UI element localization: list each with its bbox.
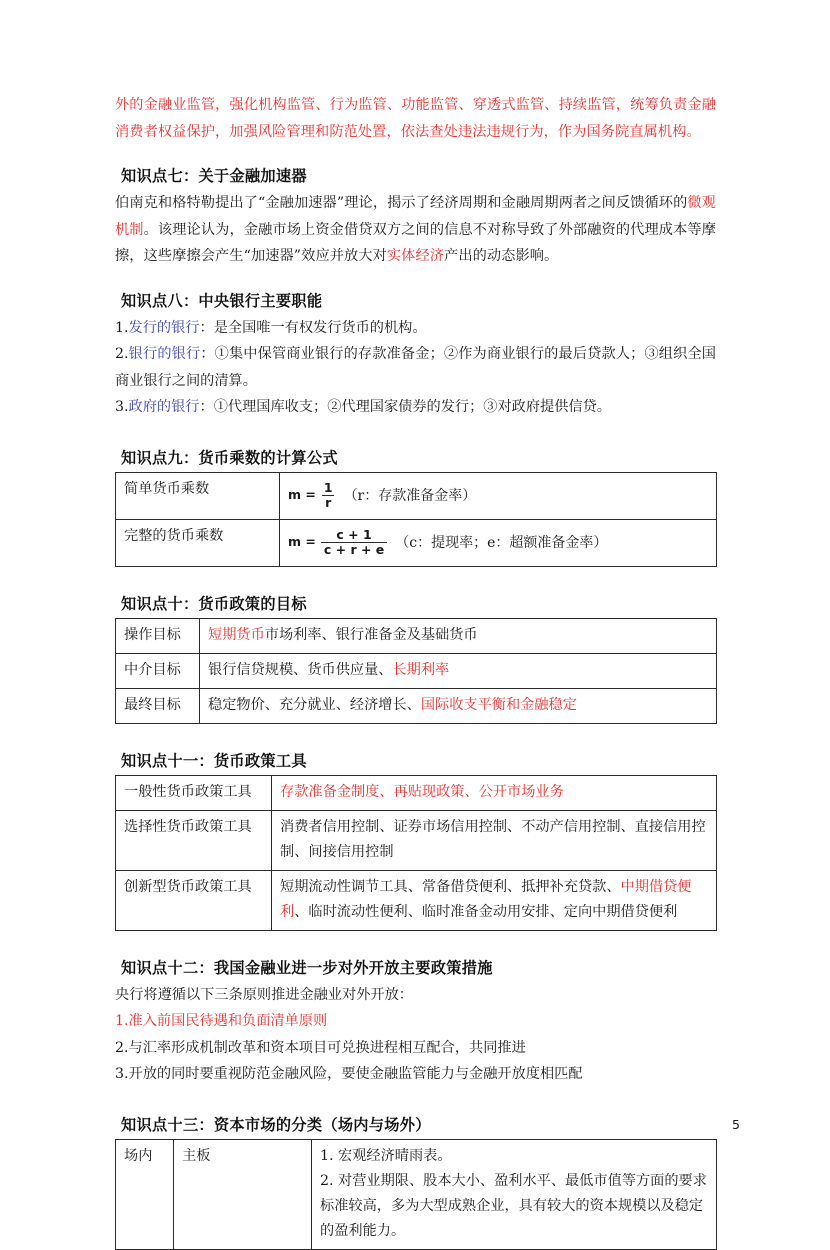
list-text: ：①集中保管商业银行的存款准备金；②作为商业银行的最后贷款人；③组织全国商业银行之间的清算。: [115, 346, 716, 389]
spacer: [115, 567, 716, 592]
list-number: 2.: [115, 346, 129, 362]
tool-text-after: 、临时流动性便利、临时准备金动用安排、定向中期借贷便利: [294, 903, 678, 920]
section-heading-11: 知识点十一：货币政策工具: [121, 751, 307, 770]
formula-full: [288, 526, 608, 557]
section-heading-13: 知识点十三：资本市场的分类（场内与场外）: [121, 1115, 431, 1134]
market-description: [312, 1139, 717, 1249]
list-term: 政府的银行: [128, 399, 200, 415]
spacer: [115, 931, 716, 956]
formula-note: （c：提现率；e：超额准备金率）: [395, 534, 608, 551]
section12-item-1: [115, 1008, 716, 1035]
goal-value-intermediate: [200, 653, 717, 688]
market-board: 主板: [174, 1139, 312, 1249]
list-text: 准入前国民待遇和负面清单原则: [128, 1013, 328, 1029]
section-heading-7: 知识点七：关于金融加速器: [121, 167, 307, 185]
section7-body: [115, 190, 716, 270]
spacer: [115, 1088, 716, 1113]
goal-highlight: 短期货币: [208, 626, 265, 643]
list-number: 1.: [115, 1013, 129, 1029]
formula-note: （r：存款准备金率）: [343, 487, 477, 504]
list-term: 银行的银行: [128, 346, 201, 362]
tool-label-selective: 选择性货币政策工具: [116, 810, 272, 870]
goal-label-intermediate: 中介目标: [116, 653, 200, 688]
intro-paragraph: 外的金融业监管，强化机构监管、行为监管、功能监管、穿透式监管、持续监管，统筹负责金融消费者权益保护，加强风险管理和防范处置，依法查处违法违规行为，作为国务院直属机构。: [115, 97, 716, 140]
table-row: [116, 1139, 717, 1249]
section7-text-3: 产出的动态影响。: [444, 248, 559, 264]
multiplier-formula-full: [280, 519, 717, 566]
formula-lhs: m =: [288, 487, 316, 503]
denominator: r: [322, 495, 334, 510]
list-text: 与汇率形成机制改革和资本项目可兑换进程相互配合，共同推进: [128, 1039, 526, 1056]
goal-text: 稳定物价、充分就业、经济增长、: [208, 696, 421, 713]
section8-item-2: [115, 341, 716, 394]
table-row: [116, 472, 717, 519]
page-content: [115, 92, 716, 1250]
market-description-item-2: 2. 对营业期限、股本大小、盈利水平、最低市值等方面的要求标准较高，多为大型成熟企业，具有较大的资本规模以及稳定的盈利能力。: [320, 1172, 707, 1239]
table-row: [116, 653, 717, 688]
tool-value-innovative: [272, 870, 717, 930]
multiplier-label-simple: 简单货币乘数: [116, 472, 280, 519]
denominator: c + r + e: [321, 542, 387, 557]
multiplier-label-full: 完整的货币乘数: [116, 519, 280, 566]
goal-label-final: 最终目标: [116, 688, 200, 723]
goal-text: 市场利率、银行准备金及基础货币: [264, 626, 478, 643]
table-row: [116, 775, 717, 810]
section8-item-3: [115, 394, 716, 421]
section-heading-10: 知识点十：货币政策的目标: [121, 594, 307, 613]
section-heading-8: 知识点八：中央银行主要职能: [121, 291, 323, 310]
market-description-item-1: 1. 宏观经济晴雨表。: [320, 1147, 452, 1164]
table-row: [116, 870, 717, 930]
money-multiplier-table: [115, 472, 717, 567]
goal-highlight: 国际收支平衡和金融稳定: [420, 696, 577, 713]
section7-text-2: 。该理论认为，金融市场上资金借贷双方之间的信息不对称导致了外部融资的代理成本等摩擦，这些摩擦会产生“加速器”效应并放大对: [115, 221, 716, 264]
list-term: 发行的银行: [128, 319, 200, 336]
section8-item-1: [115, 315, 716, 342]
fraction: [321, 526, 387, 557]
fraction: [321, 479, 336, 510]
goal-label-operational: 操作目标: [116, 618, 200, 653]
table-row: [116, 618, 717, 653]
section7-highlight-1: 微观机制: [115, 195, 717, 238]
section12-lead: 央行将遵循以下三条原则推进金融业对外开放：: [115, 986, 413, 1003]
spacer: [115, 145, 716, 164]
goal-value-operational: [200, 618, 717, 653]
goal-text: 银行信贷规模、货币供应量、: [208, 661, 393, 678]
spacer: [115, 270, 716, 289]
section7-highlight-2: 实体经济: [386, 248, 445, 264]
tool-value-general: [272, 775, 717, 810]
formula-simple: [288, 479, 477, 510]
table-row: [116, 810, 717, 870]
list-number: 1.: [115, 319, 129, 336]
list-text: ：是全国唯一有权发行货币的机构。: [199, 319, 427, 336]
tool-label-general: 一般性货币政策工具: [116, 775, 272, 810]
goal-value-final: [200, 688, 717, 723]
spacer: [115, 421, 716, 446]
multiplier-formula-simple: [280, 472, 717, 519]
capital-market-classification-table: [115, 1139, 717, 1250]
list-number: 3.: [115, 1066, 129, 1082]
goal-highlight: 长期利率: [392, 661, 450, 678]
section7-text-1: 伯南克和格特勒提出了“金融加速器”理论，揭示了经济周期和金融周期两者之间反馈循环的: [115, 195, 688, 211]
section12-item-2: [115, 1035, 716, 1062]
tool-label-innovative: 创新型货币政策工具: [116, 870, 272, 930]
tool-text-before: 短期流动性调节工具、常备借贷便利、抵押补充贷款、: [280, 878, 621, 895]
page-number: 5: [732, 1117, 740, 1132]
numerator: c + 1: [336, 526, 372, 542]
table-row: [116, 519, 717, 566]
market-venue: 场内: [116, 1139, 174, 1249]
monetary-policy-tools-table: [115, 775, 717, 931]
section-heading-12: 知识点十二：我国金融业进一步对外开放主要政策措施: [121, 958, 493, 977]
spacer: [115, 724, 716, 749]
monetary-policy-goals-table: [115, 618, 717, 724]
list-text: ：①代理国库收支；②代理国家债券的发行；③对政府提供信贷。: [199, 399, 611, 415]
formula-lhs: m =: [288, 534, 316, 550]
tool-highlight: 存款准备金制度、再贴现政策、公开市场业务: [280, 783, 564, 800]
numerator: 1: [323, 479, 333, 495]
list-number: 2.: [115, 1039, 129, 1056]
list-text: 开放的同时要重视防范金融风险，要使金融监管能力与金融开放度相匹配: [128, 1066, 583, 1082]
section12-item-3: [115, 1061, 716, 1088]
table-row: [116, 688, 717, 723]
tool-highlight: 中期借贷便利: [280, 878, 692, 920]
tool-value-selective: 消费者信用控制、证券市场信用控制、不动产信用控制、直接信用控制、间接信用控制: [272, 810, 717, 870]
section-heading-9: 知识点九：货币乘数的计算公式: [121, 448, 338, 467]
list-number: 3.: [115, 399, 129, 415]
